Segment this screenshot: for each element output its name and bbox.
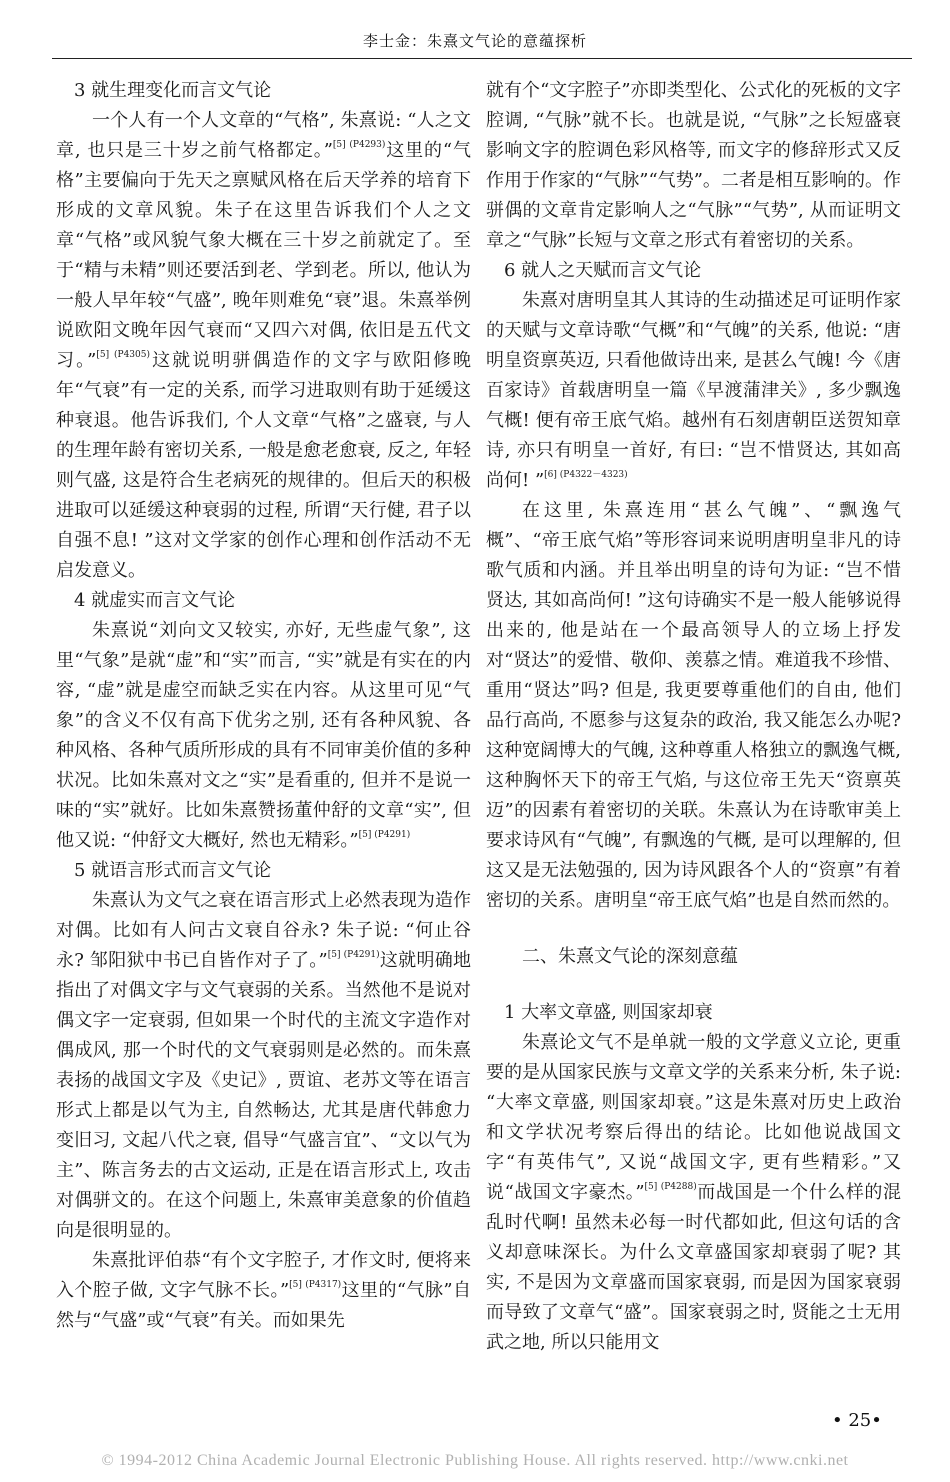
citation: [5] (P4291) <box>327 950 380 960</box>
paragraph: 在这里, 朱熹连用“甚么气魄”、“飘逸气概”、“帝王底气焰”等形容词来说明唐明皇非凡的诗歌气质和内涵。并且举出明皇的诗句为证: “岂不惜贤达, 其如高尚何! ”这句诗确实不是一般人能够说得出来的, 他是站在一个最高领导人的立场上抒发对“贤达”的爱惜、敬仰、羡慕之情。难道我不珍惜、重用“贤达”吗? 但是, 我更要尊重他们的自由, 他们品行高尚, 不愿参与这复杂的政治, 我又能怎么办呢? 这种宽阔博大的气魄, 这种尊重人格独立的飘逸气概, 这种胸怀天下的帝王气焰, 与这位帝王先天“资禀英迈”的因素有着密切的关联。朱熹认为在诗歌审美上要求诗风有“气魄”, 有飘逸的气概, 是可以理解的, 但这又是无法勉强的, 因为诗风跟各个人的“资禀”有着密切的关系。唐明皇“帝王底气焰”也是自然而然的。 <box>486 500 901 911</box>
citation: [5] (P4317) <box>289 1280 342 1290</box>
citation: [5] (P4288) <box>644 1182 697 1192</box>
section-heading-3: 3 就生理变化而言文气论 <box>74 80 272 101</box>
citation: [5] (P4291) <box>358 830 411 840</box>
left-column <box>56 76 471 1336</box>
citation: [5] (P4293) <box>332 140 386 150</box>
subsection-heading-1: 1 大率文章盛, 则国家却衰 <box>504 1002 713 1023</box>
page-number: • 25• <box>832 1410 882 1431</box>
citation: [5] (P4305) <box>96 350 150 360</box>
paragraph: 朱熹论文气不是单就一般的文学意义立论, 更重要的是从国家民族与文章文学的关系来分析, 朱子说: “大率文章盛, 则国家却衰。”这是朱熹对历史上政治和文学状况考察后得出的结论。比如他说战国文字“有英伟气”, 又说“战国文字, 更有些精彩。”又说“战国文字豪杰。”$^{[5] (P4288)}$而战国是一个什么样的混乱时代啊! 虽然未必每一时代都如此, 但这句话的含义却意味深长。为什么文章盛国家却衰弱了呢? 其实, 不是因为文章盛而国家衰弱, 而是因为国家衰弱而导致了文章气“盛”。国家衰弱之时, 贤能之士无用武之地, 所以只能用文 <box>486 1032 902 1353</box>
paragraph: 一个人有一个人文章的“气格”, 朱熹说: “人之文章, 也只是三十岁之前气格都定。”$^{[5] (P4293)}$这里的“气格”主要偏向于先天之禀赋风格在后天学养的培育下形成的文章风貌。朱子在这里告诉我们个人之文章“气格”或风貌气象大概在三十岁之前就定了。至于“精与未精”则还要活到老、学到老。所以, 他认为一般人早年较“气盛”, 晚年则难免“衰”退。朱熹举例说欧阳文晚年因气衰而“又四六对偶, 依旧是五代文习。”$^{[5] (P4305)}$这就说明骈偶造作的文字与欧阳修晚年“气衰”有一定的关系, 而学习进取则有助于延缓这种衰退。他告诉我们, 个人文章“气格”之盛衰, 与人的生理年龄有密切关系, 一般是愈老愈衰, 反之, 年轻则气盛, 这是符合生老病死的规律的。但后天的积极进取可以延缓这种衰弱的过程, 所谓“天行健, 君子以自强不息! ”这对文学家的创作心理和创作活动不无启发意义。 <box>56 110 472 581</box>
paragraph: 朱熹批评伯恭“有个文字腔子, 才作文时, 便将来入个腔子做, 文字气脉不长。”$^{[5] (P4317)}$这里的“气脉”自然与“气盛”或“气衰”有关。而如果先 <box>56 1250 472 1331</box>
section-heading-5: 5 就语言形式而言文气论 <box>74 860 272 881</box>
copyright-footer: © 1994-2012 China Academic Journal Electronic Publishing House. All rights reserved. http://www.cnki.net <box>101 1452 849 1469</box>
section-heading-4: 4 就虚实而言文气论 <box>74 590 236 611</box>
running-header: 李士金：朱熹文气论的意蕴探析 <box>362 32 587 50</box>
citation: [6] (P4322－4323) <box>544 470 628 480</box>
section-heading-6: 6 就人之天赋而言文气论 <box>504 260 702 281</box>
part-heading-2: 二、朱熹文气论的深刻意蕴 <box>522 946 738 967</box>
paragraph-continued: 就有个“文字腔子”亦即类型化、公式化的死板的文字腔调, “气脉”就不长。也就是说, “气脉”之长短盛衰影响文字的腔调色彩风格等, 而文字的修辞形式又反作用于作家的“气脉”“气势”。二者是相互影响的。作骈偶的文章肯定影响人之“气脉”“气势”, 从而证明文章之“气脉”长短与文章之形式有着密切的关系。 <box>486 80 901 251</box>
paragraph: 朱熹对唐明皇其人其诗的生动描述足可证明作家的天赋与文章诗歌“气概”和“气魄”的关系, 他说: “唐明皇资禀英迈, 只看他做诗出来, 是甚么气魄! 今《唐百家诗》首载唐明皇一篇《早渡蒲津关》, 多少飘逸气概! 便有帝王底气焰。越州有石刻唐朝臣送贺知章诗, 亦只有明皇一首好, 有曰: “岂不惜贤达, 其如高尚何! ”$^{[6] (P4322-4323)}$ <box>486 290 901 491</box>
paragraph: 朱熹说“刘向文又较实, 亦好, 无些虚气象”, 这里“气象”是就“虚”和“实”而言, “实”就是有实在的内容, “虚”就是虚空而缺乏实在内容。从这里可见“气象”的含义不仅有高下优劣之别, 还有各种风貌、各种风格、各种气质所形成的具有不同审美价值的多种状况。比如朱熹对文之“实”是看重的, 但并不是说一味的“实”就好。比如朱熹赞扬董仲舒的文章“实”, 但他又说: “仲舒文大概好, 然也无精彩。”$^{[5] (P4291)}$ <box>56 620 471 851</box>
right-column <box>486 76 901 1358</box>
paragraph: 朱熹认为文气之衰在语言形式上必然表现为造作对偶。比如有人问古文衰自谷永? 朱子说: “何止谷永? 邹阳狱中书已自皆作对子了。”$^{[5] (P4291)}$这就明确地指出了对偶文字与文气衰弱的关系。当然他不是说对偶文字一定衰弱, 但如果一个时代的主流文字造作对偶成风, 那一个时代的文气衰弱则是必然的。而朱熹表扬的战国文字及《史记》, 贾谊、老苏文等在语言形式上都是以气为主, 自然畅达, 尤其是唐代韩愈力变旧习, 文起八代之衰, 倡导“气盛言宜”、“文以气为主”、陈言务去的古文运动, 正是在语言形式上, 攻击对偶骈文的。在这个问题上, 朱熹审美意象的价值趋向是很明显的。 <box>56 890 472 1241</box>
header-rule <box>52 58 912 59</box>
